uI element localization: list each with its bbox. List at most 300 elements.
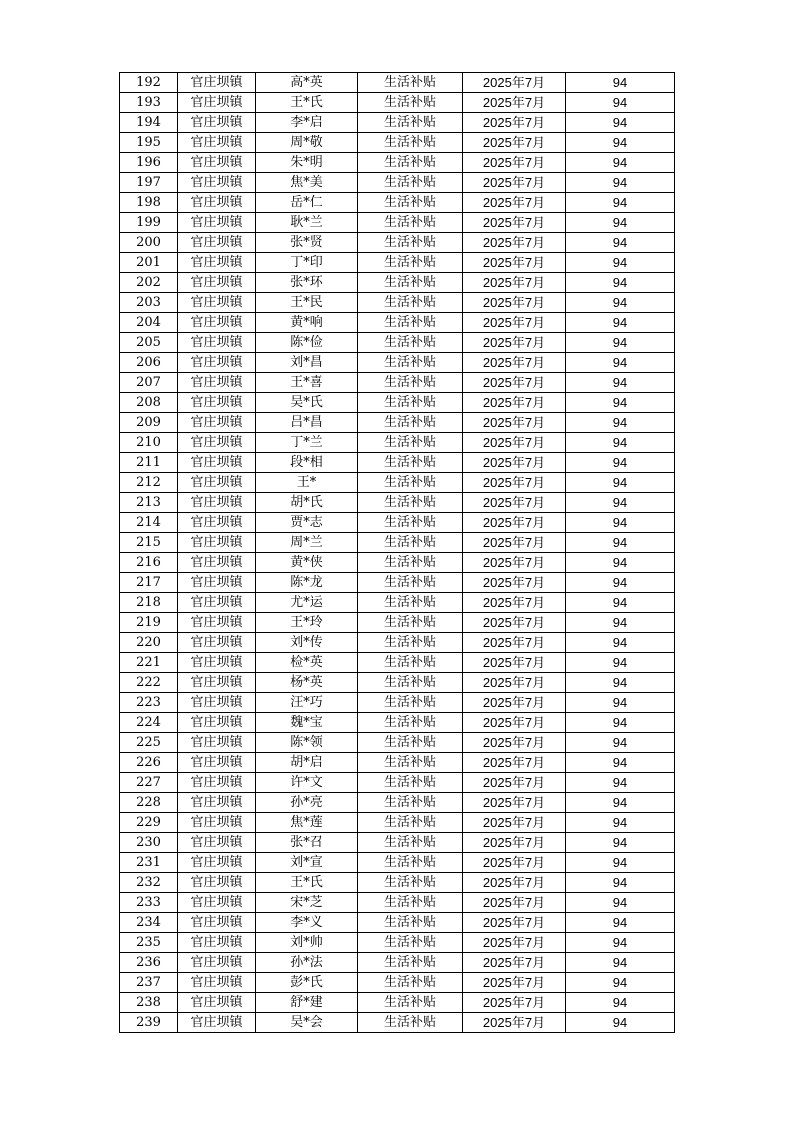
cell-month: 2025年7月 (463, 193, 566, 213)
cell-recipient-name: 胡*启 (256, 753, 358, 773)
cell-serial-number: 231 (120, 853, 178, 873)
cell-town: 官庄坝镇 (178, 253, 256, 273)
table-row (120, 853, 675, 873)
cell-month: 2025年7月 (463, 433, 566, 453)
cell-subsidy-type: 生活补贴 (358, 613, 463, 633)
table-row (120, 313, 675, 333)
cell-month: 2025年7月 (463, 953, 566, 973)
cell-amount: 94 (566, 393, 675, 413)
cell-serial-number: 221 (120, 653, 178, 673)
cell-subsidy-type: 生活补贴 (358, 633, 463, 653)
cell-month: 2025年7月 (463, 873, 566, 893)
table-row (120, 413, 675, 433)
cell-month: 2025年7月 (463, 313, 566, 333)
cell-month: 2025年7月 (463, 773, 566, 793)
cell-serial-number: 220 (120, 633, 178, 653)
cell-recipient-name: 张*环 (256, 273, 358, 293)
cell-month: 2025年7月 (463, 613, 566, 633)
cell-amount: 94 (566, 533, 675, 553)
cell-serial-number: 216 (120, 553, 178, 573)
table-row (120, 133, 675, 153)
cell-subsidy-type: 生活补贴 (358, 973, 463, 993)
cell-amount: 94 (566, 773, 675, 793)
cell-amount: 94 (566, 413, 675, 433)
cell-subsidy-type: 生活补贴 (358, 533, 463, 553)
cell-subsidy-type: 生活补贴 (358, 493, 463, 513)
cell-month: 2025年7月 (463, 853, 566, 873)
cell-serial-number: 223 (120, 693, 178, 713)
cell-subsidy-type: 生活补贴 (358, 793, 463, 813)
cell-subsidy-type: 生活补贴 (358, 433, 463, 453)
cell-serial-number: 206 (120, 353, 178, 373)
cell-month: 2025年7月 (463, 513, 566, 533)
cell-recipient-name: 吴*会 (256, 1013, 358, 1033)
cell-town: 官庄坝镇 (178, 1013, 256, 1033)
cell-recipient-name: 李*启 (256, 113, 358, 133)
cell-amount: 94 (566, 593, 675, 613)
table-row (120, 493, 675, 513)
cell-recipient-name: 高*英 (256, 73, 358, 93)
table-row (120, 713, 675, 733)
table-row (120, 233, 675, 253)
cell-town: 官庄坝镇 (178, 213, 256, 233)
table-row (120, 93, 675, 113)
table-row (120, 1013, 675, 1033)
cell-month: 2025年7月 (463, 253, 566, 273)
cell-town: 官庄坝镇 (178, 573, 256, 593)
cell-subsidy-type: 生活补贴 (358, 453, 463, 473)
cell-serial-number: 213 (120, 493, 178, 513)
cell-recipient-name: 周*兰 (256, 533, 358, 553)
cell-subsidy-type: 生活补贴 (358, 873, 463, 893)
table-row (120, 453, 675, 473)
table-row (120, 653, 675, 673)
cell-month: 2025年7月 (463, 473, 566, 493)
cell-month: 2025年7月 (463, 553, 566, 573)
cell-serial-number: 200 (120, 233, 178, 253)
cell-amount: 94 (566, 873, 675, 893)
table-row (120, 333, 675, 353)
cell-subsidy-type: 生活补贴 (358, 653, 463, 673)
cell-town: 官庄坝镇 (178, 513, 256, 533)
cell-amount: 94 (566, 573, 675, 593)
cell-serial-number: 230 (120, 833, 178, 853)
cell-town: 官庄坝镇 (178, 913, 256, 933)
cell-serial-number: 217 (120, 573, 178, 593)
cell-town: 官庄坝镇 (178, 73, 256, 93)
cell-town: 官庄坝镇 (178, 493, 256, 513)
subsidy-table-page (119, 72, 675, 1033)
cell-serial-number: 208 (120, 393, 178, 413)
cell-month: 2025年7月 (463, 173, 566, 193)
cell-amount: 94 (566, 793, 675, 813)
cell-subsidy-type: 生活补贴 (358, 253, 463, 273)
cell-month: 2025年7月 (463, 793, 566, 813)
cell-town: 官庄坝镇 (178, 893, 256, 913)
cell-recipient-name: 焦*莲 (256, 813, 358, 833)
cell-recipient-name: 宋*芝 (256, 893, 358, 913)
cell-month: 2025年7月 (463, 153, 566, 173)
table-row (120, 733, 675, 753)
cell-amount: 94 (566, 493, 675, 513)
cell-amount: 94 (566, 233, 675, 253)
table-row (120, 573, 675, 593)
table-row (120, 993, 675, 1013)
cell-subsidy-type: 生活补贴 (358, 733, 463, 753)
cell-serial-number: 228 (120, 793, 178, 813)
cell-amount: 94 (566, 653, 675, 673)
table-row (120, 273, 675, 293)
cell-subsidy-type: 生活补贴 (358, 393, 463, 413)
table-row (120, 193, 675, 213)
cell-subsidy-type: 生活补贴 (358, 953, 463, 973)
cell-serial-number: 193 (120, 93, 178, 113)
cell-recipient-name: 张*召 (256, 833, 358, 853)
cell-serial-number: 212 (120, 473, 178, 493)
cell-serial-number: 196 (120, 153, 178, 173)
cell-recipient-name: 王*玲 (256, 613, 358, 633)
cell-recipient-name: 黄*响 (256, 313, 358, 333)
cell-subsidy-type: 生活补贴 (358, 813, 463, 833)
cell-recipient-name: 杨*英 (256, 673, 358, 693)
cell-subsidy-type: 生活补贴 (358, 353, 463, 373)
cell-recipient-name: 刘*传 (256, 633, 358, 653)
cell-month: 2025年7月 (463, 333, 566, 353)
cell-subsidy-type: 生活补贴 (358, 93, 463, 113)
cell-recipient-name: 贾*志 (256, 513, 358, 533)
cell-amount: 94 (566, 813, 675, 833)
cell-recipient-name: 段*相 (256, 453, 358, 473)
cell-subsidy-type: 生活补贴 (358, 293, 463, 313)
table-row (120, 393, 675, 413)
table-row (120, 553, 675, 573)
table-row (120, 293, 675, 313)
cell-month: 2025年7月 (463, 813, 566, 833)
cell-serial-number: 192 (120, 73, 178, 93)
cell-amount: 94 (566, 193, 675, 213)
cell-month: 2025年7月 (463, 233, 566, 253)
cell-recipient-name: 陈*俭 (256, 333, 358, 353)
cell-serial-number: 203 (120, 293, 178, 313)
cell-subsidy-type: 生活补贴 (358, 233, 463, 253)
cell-month: 2025年7月 (463, 713, 566, 733)
table-row (120, 893, 675, 913)
table-row (120, 73, 675, 93)
cell-serial-number: 236 (120, 953, 178, 973)
cell-serial-number: 198 (120, 193, 178, 213)
cell-month: 2025年7月 (463, 573, 566, 593)
cell-recipient-name: 舒*建 (256, 993, 358, 1013)
cell-recipient-name: 焦*美 (256, 173, 358, 193)
cell-serial-number: 224 (120, 713, 178, 733)
cell-month: 2025年7月 (463, 893, 566, 913)
cell-amount: 94 (566, 373, 675, 393)
cell-recipient-name: 王* (256, 473, 358, 493)
cell-recipient-name: 魏*宝 (256, 713, 358, 733)
cell-town: 官庄坝镇 (178, 613, 256, 633)
cell-recipient-name: 王*氏 (256, 93, 358, 113)
cell-amount: 94 (566, 673, 675, 693)
cell-subsidy-type: 生活补贴 (358, 73, 463, 93)
cell-recipient-name: 吴*氏 (256, 393, 358, 413)
cell-subsidy-type: 生活补贴 (358, 333, 463, 353)
cell-month: 2025年7月 (463, 533, 566, 553)
table-row (120, 213, 675, 233)
cell-subsidy-type: 生活补贴 (358, 313, 463, 333)
cell-recipient-name: 刘*帅 (256, 933, 358, 953)
cell-amount: 94 (566, 113, 675, 133)
cell-subsidy-type: 生活补贴 (358, 773, 463, 793)
table-row (120, 793, 675, 813)
subsidy-table (119, 72, 675, 1033)
cell-town: 官庄坝镇 (178, 333, 256, 353)
cell-recipient-name: 孙*法 (256, 953, 358, 973)
cell-month: 2025年7月 (463, 993, 566, 1013)
cell-subsidy-type: 生活补贴 (358, 113, 463, 133)
cell-subsidy-type: 生活补贴 (358, 713, 463, 733)
cell-serial-number: 209 (120, 413, 178, 433)
cell-serial-number: 226 (120, 753, 178, 773)
cell-subsidy-type: 生活补贴 (358, 513, 463, 533)
table-row (120, 473, 675, 493)
cell-amount: 94 (566, 473, 675, 493)
table-row (120, 753, 675, 773)
cell-amount: 94 (566, 853, 675, 873)
cell-serial-number: 204 (120, 313, 178, 333)
cell-subsidy-type: 生活补贴 (358, 1013, 463, 1033)
cell-subsidy-type: 生活补贴 (358, 553, 463, 573)
cell-serial-number: 232 (120, 873, 178, 893)
table-row (120, 253, 675, 273)
cell-recipient-name: 李*义 (256, 913, 358, 933)
cell-month: 2025年7月 (463, 373, 566, 393)
cell-town: 官庄坝镇 (178, 133, 256, 153)
cell-month: 2025年7月 (463, 733, 566, 753)
cell-recipient-name: 检*英 (256, 653, 358, 673)
cell-amount: 94 (566, 73, 675, 93)
cell-serial-number: 238 (120, 993, 178, 1013)
cell-town: 官庄坝镇 (178, 853, 256, 873)
table-row (120, 633, 675, 653)
table-row (120, 673, 675, 693)
cell-serial-number: 225 (120, 733, 178, 753)
cell-month: 2025年7月 (463, 673, 566, 693)
cell-amount: 94 (566, 933, 675, 953)
cell-town: 官庄坝镇 (178, 153, 256, 173)
cell-subsidy-type: 生活补贴 (358, 833, 463, 853)
cell-town: 官庄坝镇 (178, 933, 256, 953)
table-row (120, 113, 675, 133)
cell-town: 官庄坝镇 (178, 973, 256, 993)
cell-amount: 94 (566, 513, 675, 533)
cell-amount: 94 (566, 953, 675, 973)
cell-subsidy-type: 生活补贴 (358, 373, 463, 393)
cell-subsidy-type: 生活补贴 (358, 273, 463, 293)
cell-month: 2025年7月 (463, 213, 566, 233)
cell-subsidy-type: 生活补贴 (358, 413, 463, 433)
cell-town: 官庄坝镇 (178, 733, 256, 753)
cell-recipient-name: 陈*龙 (256, 573, 358, 593)
cell-amount: 94 (566, 553, 675, 573)
cell-town: 官庄坝镇 (178, 453, 256, 473)
cell-subsidy-type: 生活补贴 (358, 573, 463, 593)
cell-recipient-name: 王*氏 (256, 873, 358, 893)
cell-town: 官庄坝镇 (178, 993, 256, 1013)
cell-recipient-name: 孙*亮 (256, 793, 358, 813)
table-row (120, 953, 675, 973)
cell-month: 2025年7月 (463, 913, 566, 933)
table-row (120, 613, 675, 633)
cell-month: 2025年7月 (463, 833, 566, 853)
cell-town: 官庄坝镇 (178, 793, 256, 813)
cell-recipient-name: 黄*侠 (256, 553, 358, 573)
table-body (120, 73, 675, 1033)
cell-subsidy-type: 生活补贴 (358, 933, 463, 953)
table-row (120, 593, 675, 613)
cell-month: 2025年7月 (463, 293, 566, 313)
cell-town: 官庄坝镇 (178, 713, 256, 733)
cell-amount: 94 (566, 333, 675, 353)
cell-subsidy-type: 生活补贴 (358, 853, 463, 873)
cell-town: 官庄坝镇 (178, 173, 256, 193)
table-row (120, 153, 675, 173)
cell-town: 官庄坝镇 (178, 753, 256, 773)
cell-serial-number: 235 (120, 933, 178, 953)
cell-month: 2025年7月 (463, 653, 566, 673)
table-row (120, 353, 675, 373)
cell-month: 2025年7月 (463, 413, 566, 433)
cell-recipient-name: 王*喜 (256, 373, 358, 393)
cell-town: 官庄坝镇 (178, 553, 256, 573)
cell-town: 官庄坝镇 (178, 533, 256, 553)
cell-amount: 94 (566, 213, 675, 233)
cell-serial-number: 233 (120, 893, 178, 913)
cell-serial-number: 227 (120, 773, 178, 793)
cell-recipient-name: 吕*昌 (256, 413, 358, 433)
cell-recipient-name: 彭*氏 (256, 973, 358, 993)
cell-serial-number: 207 (120, 373, 178, 393)
cell-subsidy-type: 生活补贴 (358, 133, 463, 153)
cell-town: 官庄坝镇 (178, 953, 256, 973)
cell-amount: 94 (566, 993, 675, 1013)
cell-month: 2025年7月 (463, 493, 566, 513)
cell-serial-number: 222 (120, 673, 178, 693)
cell-serial-number: 197 (120, 173, 178, 193)
cell-amount: 94 (566, 693, 675, 713)
cell-amount: 94 (566, 613, 675, 633)
cell-serial-number: 194 (120, 113, 178, 133)
table-row (120, 933, 675, 953)
cell-serial-number: 215 (120, 533, 178, 553)
cell-month: 2025年7月 (463, 973, 566, 993)
cell-town: 官庄坝镇 (178, 273, 256, 293)
cell-month: 2025年7月 (463, 693, 566, 713)
cell-subsidy-type: 生活补贴 (358, 913, 463, 933)
cell-subsidy-type: 生活补贴 (358, 993, 463, 1013)
cell-serial-number: 195 (120, 133, 178, 153)
cell-subsidy-type: 生活补贴 (358, 193, 463, 213)
cell-amount: 94 (566, 353, 675, 373)
cell-town: 官庄坝镇 (178, 93, 256, 113)
cell-town: 官庄坝镇 (178, 353, 256, 373)
cell-subsidy-type: 生活补贴 (358, 473, 463, 493)
cell-serial-number: 214 (120, 513, 178, 533)
cell-month: 2025年7月 (463, 933, 566, 953)
table-row (120, 773, 675, 793)
cell-amount: 94 (566, 633, 675, 653)
table-row (120, 973, 675, 993)
cell-recipient-name: 王*民 (256, 293, 358, 313)
cell-month: 2025年7月 (463, 753, 566, 773)
cell-amount: 94 (566, 973, 675, 993)
cell-serial-number: 218 (120, 593, 178, 613)
cell-month: 2025年7月 (463, 133, 566, 153)
cell-town: 官庄坝镇 (178, 113, 256, 133)
cell-town: 官庄坝镇 (178, 773, 256, 793)
cell-month: 2025年7月 (463, 593, 566, 613)
cell-amount: 94 (566, 173, 675, 193)
cell-amount: 94 (566, 273, 675, 293)
cell-serial-number: 237 (120, 973, 178, 993)
cell-amount: 94 (566, 93, 675, 113)
cell-serial-number: 211 (120, 453, 178, 473)
cell-recipient-name: 丁*兰 (256, 433, 358, 453)
table-row (120, 533, 675, 553)
cell-town: 官庄坝镇 (178, 673, 256, 693)
table-row (120, 833, 675, 853)
cell-amount: 94 (566, 453, 675, 473)
cell-town: 官庄坝镇 (178, 373, 256, 393)
cell-month: 2025年7月 (463, 93, 566, 113)
cell-month: 2025年7月 (463, 393, 566, 413)
cell-subsidy-type: 生活补贴 (358, 153, 463, 173)
cell-town: 官庄坝镇 (178, 653, 256, 673)
cell-recipient-name: 周*敬 (256, 133, 358, 153)
cell-serial-number: 239 (120, 1013, 178, 1033)
cell-subsidy-type: 生活补贴 (358, 893, 463, 913)
cell-subsidy-type: 生活补贴 (358, 213, 463, 233)
cell-amount: 94 (566, 753, 675, 773)
cell-amount: 94 (566, 1013, 675, 1033)
cell-town: 官庄坝镇 (178, 593, 256, 613)
cell-amount: 94 (566, 833, 675, 853)
cell-town: 官庄坝镇 (178, 873, 256, 893)
table-row (120, 813, 675, 833)
cell-amount: 94 (566, 913, 675, 933)
cell-amount: 94 (566, 133, 675, 153)
cell-recipient-name: 胡*氏 (256, 493, 358, 513)
cell-recipient-name: 陈*领 (256, 733, 358, 753)
cell-serial-number: 229 (120, 813, 178, 833)
cell-amount: 94 (566, 733, 675, 753)
cell-town: 官庄坝镇 (178, 833, 256, 853)
cell-month: 2025年7月 (463, 113, 566, 133)
cell-town: 官庄坝镇 (178, 293, 256, 313)
cell-subsidy-type: 生活补贴 (358, 593, 463, 613)
cell-amount: 94 (566, 293, 675, 313)
cell-subsidy-type: 生活补贴 (358, 693, 463, 713)
cell-recipient-name: 张*贤 (256, 233, 358, 253)
cell-recipient-name: 汪*巧 (256, 693, 358, 713)
cell-recipient-name: 岳*仁 (256, 193, 358, 213)
cell-month: 2025年7月 (463, 633, 566, 653)
cell-recipient-name: 耿*兰 (256, 213, 358, 233)
cell-recipient-name: 丁*印 (256, 253, 358, 273)
cell-town: 官庄坝镇 (178, 193, 256, 213)
cell-amount: 94 (566, 433, 675, 453)
cell-serial-number: 201 (120, 253, 178, 273)
cell-recipient-name: 许*文 (256, 773, 358, 793)
